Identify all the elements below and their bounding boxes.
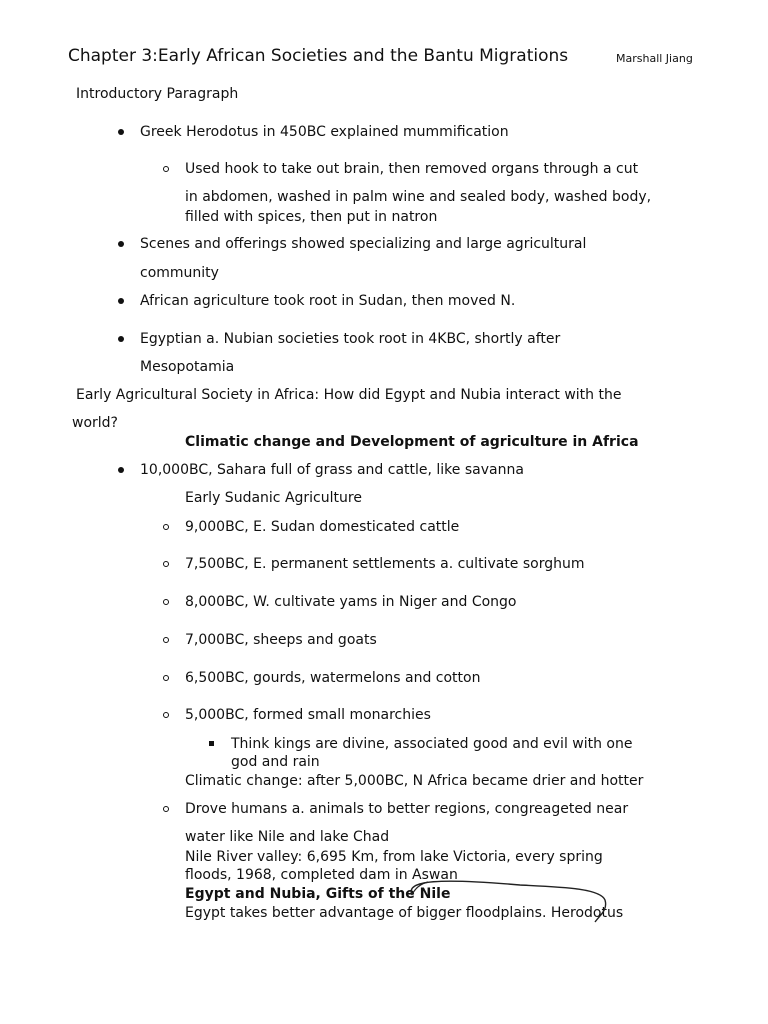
bullet-icon: [118, 336, 124, 342]
list-item: Scenes and offerings showed specializing and large agricultural: [140, 236, 587, 252]
list-item: 7,500BC, E. permanent settlements a. cultivate sorghum: [185, 556, 585, 572]
list-item-continuation: Mesopotamia: [140, 359, 235, 375]
author-name: Marshall Jiang: [616, 52, 693, 65]
square-bullet-icon: [209, 741, 214, 746]
circle-bullet-icon: [163, 675, 169, 681]
circle-bullet-icon: [163, 166, 169, 172]
bullet-icon: [118, 241, 124, 247]
bullet-icon: [118, 467, 124, 473]
paragraph-line: Egypt takes better advantage of bigger floodplains. Herodotus: [185, 905, 624, 921]
subheading: Egypt and Nubia, Gifts of the Nile: [185, 886, 451, 902]
section-heading: Introductory Paragraph: [76, 86, 239, 102]
section-heading: Early Agricultural Society in Africa: How did Egypt and Nubia interact with the: [76, 387, 622, 403]
page-title: Chapter 3:Early African Societies and the Bantu Migrations: [68, 46, 569, 66]
list-item: 8,000BC, W. cultivate yams in Niger and Congo: [185, 594, 517, 610]
subheading: Early Sudanic Agriculture: [185, 490, 362, 506]
list-item: 10,000BC, Sahara full of grass and cattle, like savanna: [140, 462, 524, 478]
circle-bullet-icon: [163, 637, 169, 643]
circle-bullet-icon: [163, 599, 169, 605]
section-heading-continuation: world?: [72, 415, 118, 431]
list-item: Greek Herodotus in 450BC explained mummification: [140, 124, 509, 140]
list-item: 5,000BC, formed small monarchies: [185, 707, 431, 723]
circle-bullet-icon: [163, 712, 169, 718]
list-item-continuation: community: [140, 265, 219, 281]
list-item-continuation: in abdomen, washed in palm wine and sealed body, washed body,: [185, 189, 652, 205]
list-item: Egyptian a. Nubian societies took root in 4KBC, shortly after: [140, 331, 561, 347]
list-item: 7,000BC, sheeps and goats: [185, 632, 377, 648]
circle-bullet-icon: [163, 524, 169, 530]
list-item: African agriculture took root in Sudan, then moved N.: [140, 293, 516, 309]
circle-bullet-icon: [163, 806, 169, 812]
list-item: 6,500BC, gourds, watermelons and cotton: [185, 670, 481, 686]
circle-bullet-icon: [163, 561, 169, 567]
list-item-continuation: water like Nile and lake Chad: [185, 829, 390, 845]
subheading: Climatic change: after 5,000BC, N Africa became drier and hotter: [185, 773, 644, 789]
paragraph-line: Nile River valley: 6,695 Km, from lake Victoria, every spring: [185, 849, 603, 865]
paragraph-line: floods, 1968, completed dam in Aswan: [185, 867, 458, 883]
list-item: Used hook to take out brain, then removed organs through a cut: [185, 161, 639, 177]
bullet-icon: [118, 129, 124, 135]
list-item: Think kings are divine, associated good and evil with one: [231, 736, 633, 752]
bullet-icon: [118, 298, 124, 304]
list-item: 9,000BC, E. Sudan domesticated cattle: [185, 519, 460, 535]
list-item-continuation: god and rain: [231, 754, 320, 770]
subheading: Climatic change and Development of agriculture in Africa: [185, 434, 639, 450]
list-item-continuation: filled with spices, then put in natron: [185, 209, 438, 225]
list-item: Drove humans a. animals to better regions, congreageted near: [185, 801, 629, 817]
